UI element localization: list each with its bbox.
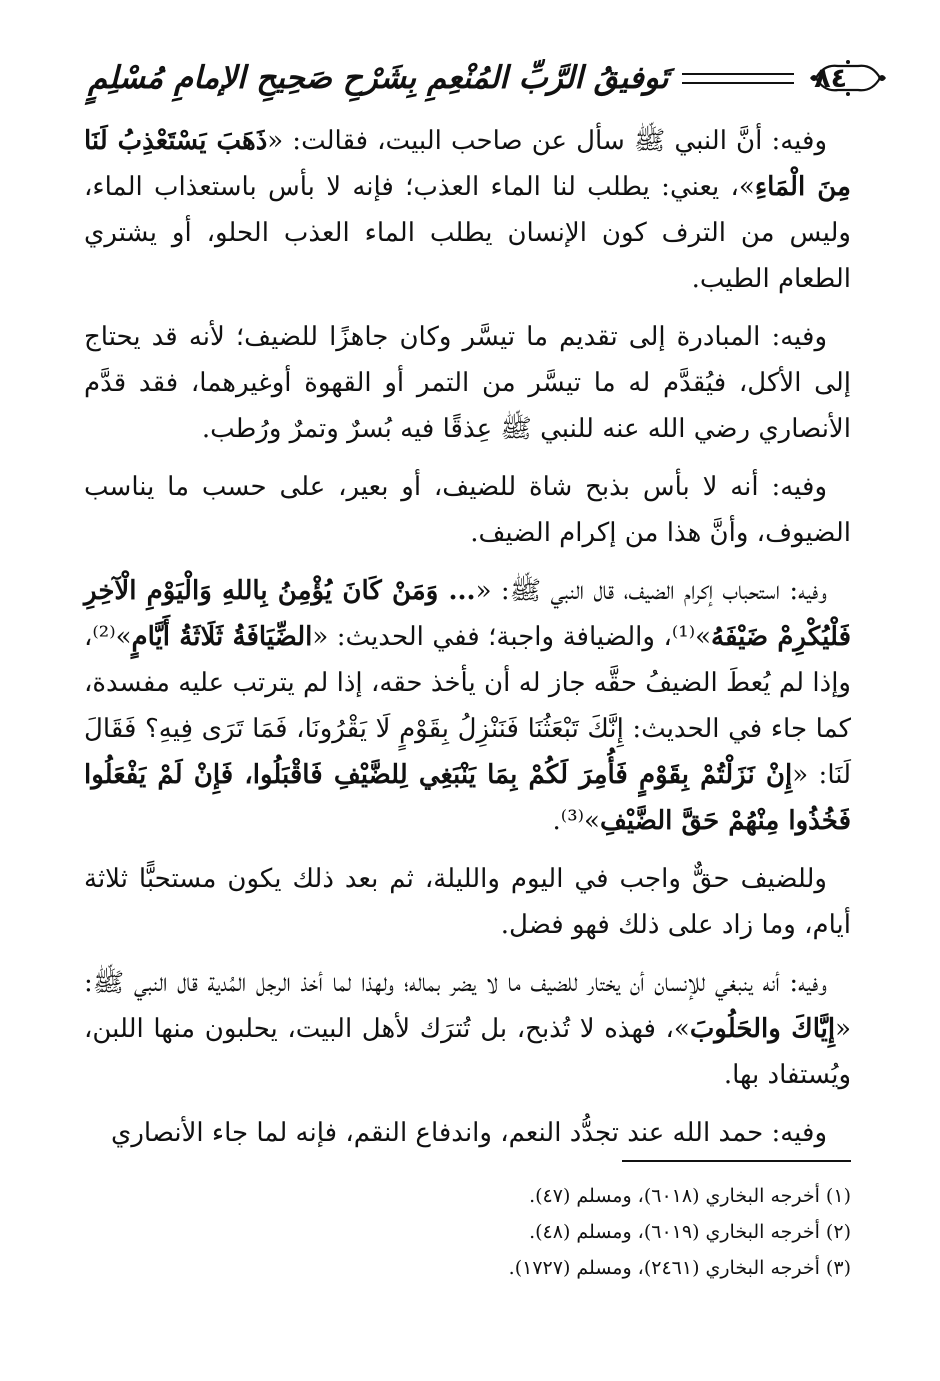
text-run: »⁽³⁾. — [552, 806, 600, 836]
page-number: ٨٤ — [814, 62, 848, 94]
page-header — [88, 52, 853, 104]
paragraph — [84, 960, 851, 1098]
text-run: وفيه: أنَّ النبي ﷺ سأل عن صاحب البيت، فقالت: « — [267, 126, 828, 156]
hadith-quote: ... وَمَنْ كَانَ يُؤْمِنُ بِاللهِ وَالْيَوْمِ الْآخِرِ فَلْيُكْرِمْ ضَيْفَهُ — [84, 576, 851, 652]
text-run: وفيه: حمد الله عند تجدُّد النعم، واندفاع النقم، فإنه لما جاء الأنصاري — [110, 1118, 827, 1148]
hadith-quote: إِيَّاكَ والحَلُوبَ — [689, 1014, 836, 1044]
paragraph — [84, 464, 851, 556]
footnotes — [84, 1178, 851, 1286]
main-text — [84, 118, 851, 1168]
text-run: وفيه: استحباب إكرام الضيف، قال النبي ﷺ: « — [475, 576, 827, 606]
paragraph — [84, 1110, 851, 1156]
text-run: »⁽¹⁾، والضيافة واجبة؛ ففي الحديث: « — [312, 622, 711, 652]
text-run: »⁽²⁾، وإذا لم يُعطَ الضيفُ حقَّه جاز له أن يأخذ حقه، إذا لم يترتب عليه مفسدة، كما جاء في الحديث: إِنَّكَ تَبْعَثُنَا فَنَنْزِلُ بِقَوْمٍ لَا يَقْرُونَا، فَمَا تَرَى فِيهِ؟ فَقَالَ لَنَا: « — [84, 622, 852, 790]
page-number-ornament — [808, 58, 853, 98]
text-run: وفيه: أنه ينبغي للإنسان أن يختار للضيف ما لا يضر بماله؛ ولهذا لما أخذ الرجل المُدية قال النبي ﷺ: « — [84, 968, 851, 1044]
footnote-3: (٣) أخرجه البخاري (٢٤٦١)، ومسلم (١٧٢٧). — [508, 1257, 851, 1279]
hadith-quote: إِنْ نَزَلْتُمْ بِقَوْمٍ فَأُمِرَ لَكُمْ بِمَا يَنْبَغِي لِلضَّيْفِ فَاقْبَلُوا، فَإِنْ لَمْ يَفْعَلُوا فَخُذُوا مِنْهُمْ حَقَّ الضَّيْفِ — [84, 760, 851, 836]
text-run: وللضيف حقٌّ واجب في اليوم والليلة، ثم بعد ذلك يكون مستحبًّا ثلاثة أيام، وما زاد على ذلك فهو فضل. — [84, 864, 851, 940]
text-run: »، يعني: يطلب لنا الماء العذب؛ فإنه لا بأس باستعذاب الماء، وليس من الترف كون الإنسان يطلب الماء العذب الحلو، أو يشتري الطعام الطيب. — [84, 172, 851, 294]
hadith-quote: ذَهَبَ يَسْتَعْذِبُ لَنَا مِنَ الْمَاءِ — [84, 126, 851, 202]
paragraph — [84, 118, 851, 302]
paragraph — [84, 314, 851, 452]
book-title: تَوفيقُ الرَّبِّ المُنْعِمِ بِشَرْحِ صَحِيحِ الإمامِ مُسْلِمٍ — [88, 60, 669, 96]
footnote-separator — [622, 1160, 851, 1162]
paragraph — [84, 856, 851, 948]
footnote-1: (١) أخرجه البخاري (٦٠١٨)، ومسلم (٤٧). — [529, 1185, 851, 1207]
header-rule — [682, 73, 794, 84]
paragraph — [84, 568, 851, 844]
text-run: وفيه: المبادرة إلى تقديم ما تيسَّر وكان جاهزًا للضيف؛ لأنه قد يحتاج إلى الأكل، فيُقدَّم له ما تيسَّر من التمر أو القهوة أوغيرهما، فقد قدَّم الأنصاري رضي الله عنه للنبي ﷺ عِذقًا فيه بُسرٌ وتمرٌ ورُطب. — [84, 322, 851, 444]
text-run: وفيه: أنه لا بأس بذبح شاة للضيف، أو بعير، على حسب ما يناسب الضيوف، وأنَّ هذا من إكرام الضيف. — [84, 472, 851, 548]
hadith-quote: الضِّيَافَةُ ثَلَاثَةُ أَيَّامٍ — [131, 622, 313, 652]
footnote-2: (٢) أخرجه البخاري (٦٠١٩)، ومسلم (٤٨). — [529, 1221, 851, 1243]
text-run: »، فهذه لا تُذبح، بل تُترَك لأهل البيت، يحلبون منها اللبن، ويُستفاد بها. — [84, 1014, 851, 1090]
